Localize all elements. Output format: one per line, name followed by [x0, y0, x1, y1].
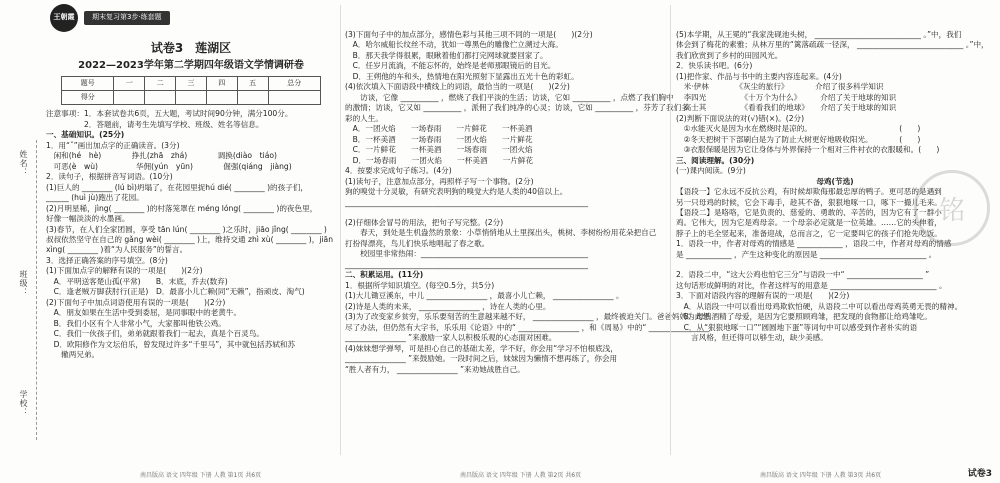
cut-line [36, 140, 37, 440]
text-line: 2．快乐读书吧。(6分) [676, 61, 753, 71]
column-divider [670, 5, 671, 455]
text-line: C．任岁月流淌，不能忘怀的，始终是老师那眼镜后的目光。 [345, 61, 556, 71]
text-line: (1)读句子，注意加点部分，再照样子写一个事物。(2分) [345, 176, 534, 186]
text-line: 这句话形成鲜明的对比，作者这样写的用意是 ____________________________ 。 [676, 280, 947, 290]
binding-margin [0, 0, 46, 483]
text-line: D．一场春雨 一团火焰 一杯美酒 一片鲜花 [345, 155, 534, 165]
text-line: C．我们一伙孩子们，弟弟就跟着我们一起去，真是个百灵鸟。 [46, 329, 264, 339]
text-line: 三、阅读理解。(30分) [676, 155, 755, 165]
text-line: 我们欣赏到了乡村的田园风光。 [676, 50, 783, 60]
text-line: 春天，到处是生机盎然的景象：小草悄悄地从土里探出头，桃树、李树纷纷用花朵把自己 [345, 228, 657, 238]
score-table [61, 76, 321, 105]
text-line: 4．按要求完成句子练习。(4分) [345, 166, 452, 176]
column-divider [340, 5, 341, 455]
text-line: (5)本学期，从王冕的“我家洗砚池头树， ____________________________ 。”中，我们 [676, 30, 962, 39]
text-line: 2．语段二中，“这大公鸡也怕它三分”与语段一中“ ____________________ ” [676, 270, 930, 280]
text-line: 另一只母鸡的时候，它会下毒手，趁其不备，狠狠地啄一口，啄下一撮儿毛来。 [676, 197, 942, 207]
text-line: 打扮得漂亮，鸟儿们快乐地唱起了春之歌。 [345, 238, 490, 248]
text-line: 校园里非常热闹：____________________________________________ [345, 249, 588, 259]
score-cell: 二 [145, 77, 176, 91]
text-line: 叔叔依然坚守在自己的 gǎng wèi( ________ )上，维持交通 zhì xù( ________ )，jiān [46, 234, 334, 244]
text-line: (2)仔细体会冒号的用法，把句子写完整。(2分) [345, 217, 504, 227]
text-line [676, 260, 994, 270]
text-line: A．哈尔威船长纹丝不动，犹如一尊黑色的雕像伫立溯过大海。 [345, 40, 563, 50]
text-line: A．一团火焰 一场春雨 一片鲜花 一杯美酒 [345, 124, 533, 134]
paper-subtitle: 2022—2023学年第二学期四年级语文学情调研卷 [78, 59, 304, 71]
text-line: C．一片鲜花 一杯美酒 一场春雨 一团火焰 [345, 145, 533, 155]
text-line: 好像一幅淡淡的水墨画。 [46, 214, 130, 224]
text-line: 脖子上的毛全竖起来，准备迎战，总而言之，它一定要叫它的孩子们抢先吃饭。 [676, 228, 942, 238]
text-line: (3)为了改变家乡贫穷，乐乐要刻苦的生意越来越不好， ________________ ，最终被迫关门。爸爸妈妈为此想 [345, 312, 710, 322]
text-line: 体会到了梅花的素雅；从林万里的“篱落疏疏一径深， ____________________________ 。”中， [676, 40, 989, 50]
text-line: 访谈，它像 __________ ，燃烧了我们平淡的生活；访谈，它如 __________ ，点燃了我们胸中 [345, 92, 674, 102]
text-line: (1)巨人的 ________ (lú bì)坍塌了，在花园里捉hú dié( ________ )的孩子们， [46, 182, 309, 192]
page-2-text [345, 30, 710, 375]
text-line [345, 208, 665, 218]
score-cell: 三 [176, 77, 207, 91]
text-line: ①水能灭火是因为水在燃烧时是凉的。 ( ) [676, 124, 921, 134]
page-header [50, 0, 336, 36]
text-line: 彩的人生。 [345, 113, 383, 123]
text-line: (1)下面加点字的解释有误的一项是( )(2分) [46, 266, 203, 276]
text-line: C．从“狠狠地啄一口”“圆圆地下蛋”等词句中可以感受到作者朴实的语 [676, 322, 918, 332]
text-line: (一)课内阅读。(9分) [676, 166, 746, 176]
page-footer: 南昌版高 语文 四年级 下册 人教 第1页 共6页 [140, 472, 262, 479]
text-line: 是 ____________ ，产生这种变化的原因是 ____________________________ 。 [676, 249, 937, 259]
exam-corner-tag: 试卷3 [967, 469, 992, 479]
page-2-column [345, 0, 710, 470]
text-line: D．欧阳修作为文坛伯乐，曾发现过许多“千里马”，其中就包括苏轼和苏 [46, 339, 296, 349]
text-line: xìng( ________ )着“为人民服务”的誓言。 [46, 245, 188, 255]
page-1-column [46, 0, 336, 470]
text-line: ________________________________________________________________ [345, 259, 588, 269]
score-cell: 得分 [62, 91, 114, 105]
score-cell: 一 [114, 77, 145, 91]
text-line: 1．语段一中，作者对母鸡的情感是 ____________ ，语段二中，作者对母鸡的情感 [676, 239, 952, 249]
score-cell[interactable] [268, 91, 320, 105]
score-cell: 总分 [268, 77, 320, 91]
text-line: 鸡。它伟大，因为它是鸡母亲。一个母亲必定就是一位英雄。……它的头伸着， [676, 218, 942, 228]
class-label: 班级： [19, 270, 28, 297]
score-cell[interactable] [237, 91, 268, 105]
text-line: A．从语段一中可以看出母鸡欺软怕硬，从语段二中可以看出母鸡英勇无畏的精神。 [676, 301, 963, 311]
score-cell: 四 [206, 77, 237, 91]
text-line: B．一杯美酒 一场春雨 一团火焰 一片鲜花 [345, 134, 533, 144]
text-line: 的激情；访谈，它又如 __________ ，派佣了我们纯净的心灵；访谈，它如 __________ ，芬芳了我们多 [345, 103, 689, 113]
text-line: 辙两兄弟。 [46, 350, 100, 360]
text-line: D．王朔他的车和头，热情地在阳光照射下显露出五光十色的彩虹。 [345, 71, 579, 81]
publisher-logo [50, 4, 78, 32]
name-label: 姓名： [19, 150, 28, 177]
text-line: ______ (huì jù)跑出了花园。 [46, 193, 144, 203]
text-line: C．逢老贼万脚获肘行(正是) D．最喜小儿亡赖(同“无赖”，指顽皮、淘气) [46, 287, 305, 297]
stamp-text: 铭 [938, 195, 965, 226]
text-line: (3)下面句子中的加点部分，感情色彩与其他三项不同的一项是( )(2分) [345, 30, 593, 39]
paper-title: 试卷3 莲湖区 [150, 41, 232, 55]
text-line: 尽了办法，但仍然有大字书，乐乐用《论语》中的“ ________________ ，和《周易》中的“ ________________ [345, 322, 710, 332]
text-line: (4)依次填入下面语段中横线上的词语，最恰当的一项是( )(2分) [345, 82, 570, 92]
text-line: “胜人者有力， ________________ ”来劝她战胜自己。 [345, 364, 525, 374]
score-cell[interactable] [114, 91, 145, 105]
text-line: 米·伊林 《灰尘的旅行》 介绍了很多科学知识 [676, 82, 884, 92]
text-line: ________________ ”来激励一家人以积极乐观的心态面对困难。 [345, 333, 557, 343]
text-line: B．我们小区有个人非常小气，大家都叫他铁公鸡。 [46, 318, 226, 328]
text-line: 狗的嗅觉十分灵敏，有研究表明狗的嗅觉大约是人类的40倍以上。 [345, 187, 568, 197]
page-footer: 南昌版高 语文 四年级 下册 人教 第3页 共6页 [760, 472, 882, 479]
text-line: 可恶(è wù) 华佣(yún yūn) 倔强(qiáng jiàng) [46, 161, 292, 171]
page-footer: 南昌版高 语文 四年级 下册 人教 第2页 共6页 [460, 472, 582, 479]
score-cell[interactable] [176, 91, 207, 105]
score-header-row [62, 77, 321, 91]
text-line: 高士其 《看看我们的地球》 介绍了关于地球的知识 [676, 103, 897, 113]
text-line: 3．下面对语段内容的理解有误的一项是( )(2分) [676, 291, 850, 301]
text-line: ②冬天把树干下部刷白是为了防止大树更好地吸收阳光。 ( ) [676, 134, 921, 144]
page-1-text [46, 109, 336, 360]
text-line: (4)妹妹想学弹琴，可是担心自己的基础太差，学不好，你会用“学习不怕根底浅， [345, 343, 618, 353]
text-line: (1)大儿锄豆溪东，中儿 ________________ ，最喜小儿亡赖， ________________ 。 [345, 291, 624, 301]
text-line: 闲和(hé hè) 挣扎(zhā zhá) 调换(diào tiáo) [46, 151, 277, 161]
score-cell: 题号 [62, 77, 114, 91]
score-cell[interactable] [206, 91, 237, 105]
text-line: B．那天我学得很累，眼瞅着他们都打完网球就要回家了。 [345, 50, 548, 60]
text-line: 1．用“ˇ”画出加点字的正确读音。(3分) [46, 140, 180, 150]
text-line: 一、基础知识。(25分) [46, 130, 125, 140]
text-line: 【语段一】它永远不反抗公鸡，有时候却欺侮那最忠厚的鸭子。更可恶的是遇到 [676, 187, 942, 197]
score-cell: 五 [237, 77, 268, 91]
text-line: (1)把作家、作品与书中的主要内容连起来。(4分) [676, 71, 842, 81]
text-line: 2．答题前，请考生先填写学校、班级、姓名等信息。 [46, 119, 264, 129]
text-line: ________________ ”来鼓励她。一段时间之后，妹妹因为懒惰不想再练了，你会用 [345, 354, 618, 364]
text-line: (2)下面句子中加点词语使用有误的一项是( )(2分) [46, 297, 226, 307]
school-label: 学校： [19, 390, 28, 417]
text-line: (2)诗是人类的未来， ________________ ，诗在人类的心里。 [345, 301, 551, 311]
text-line: 李四光 《十万个为什么》 介绍了关于地球的知识 [676, 92, 897, 102]
text-line: 言风格，但还得可以够生动，缺少美感。 [676, 333, 828, 343]
text-line: 母鸡(节选) [816, 176, 854, 186]
text-line: 【语段二】是咯咯，它是负责的、慈爱的、勇敢的、辛苦的，因为它有了一群小 [676, 207, 942, 217]
text-line: ③衣服保暖是因为它让身体与外界保持一个相对三件衬衣的衣服暖和。( ) [676, 145, 940, 155]
score-value-row [62, 91, 321, 105]
text-line: A．平明送客楚山孤(平常) B．末底，乔去(数弃) [46, 276, 228, 286]
score-cell[interactable] [145, 91, 176, 105]
text-line: ________________________________________________________________ [345, 197, 588, 207]
text-line: (2)判断下面说法的对(√)错(×)。(2分) [676, 113, 805, 123]
text-line: B．母鸡酒精了母爱，是因为它要照顾鸡雏，把发现的食物都让给鸡雏吃。 [676, 312, 932, 322]
text-line: 3．选择正确答案的序号填空。(8分) [46, 255, 168, 265]
review-banner: 期末复习第3步·练套题 [84, 11, 170, 25]
text-line: 2．读句子，根据拼音写词语。(10分) [46, 172, 173, 182]
watermark-stamp [914, 170, 990, 246]
text-line: 二、积累运用。(11分) [345, 270, 424, 280]
logo-text: 王朝霞 [53, 13, 75, 22]
text-line: 注意事项：1．本套试卷共6页，五大题，考试时间90分钟，满分100分。 [46, 109, 293, 119]
text-line: (3)春节，在人们全家团圆，享受 tān lún( ________ )之乐时，jiāo jǐng( ________ ) [46, 224, 327, 234]
text-line: A．朋友如果在生活中受到委屈，是同事眼中的老黄牛。 [46, 308, 242, 318]
text-line: (2)月明星稀，jìng( ________ )的村落笼罩在 méng lóng( ________ )的夜色里， [46, 203, 318, 213]
text-line: 1．根据所学知识填空。(每空0.5分，共5分) [345, 280, 495, 290]
